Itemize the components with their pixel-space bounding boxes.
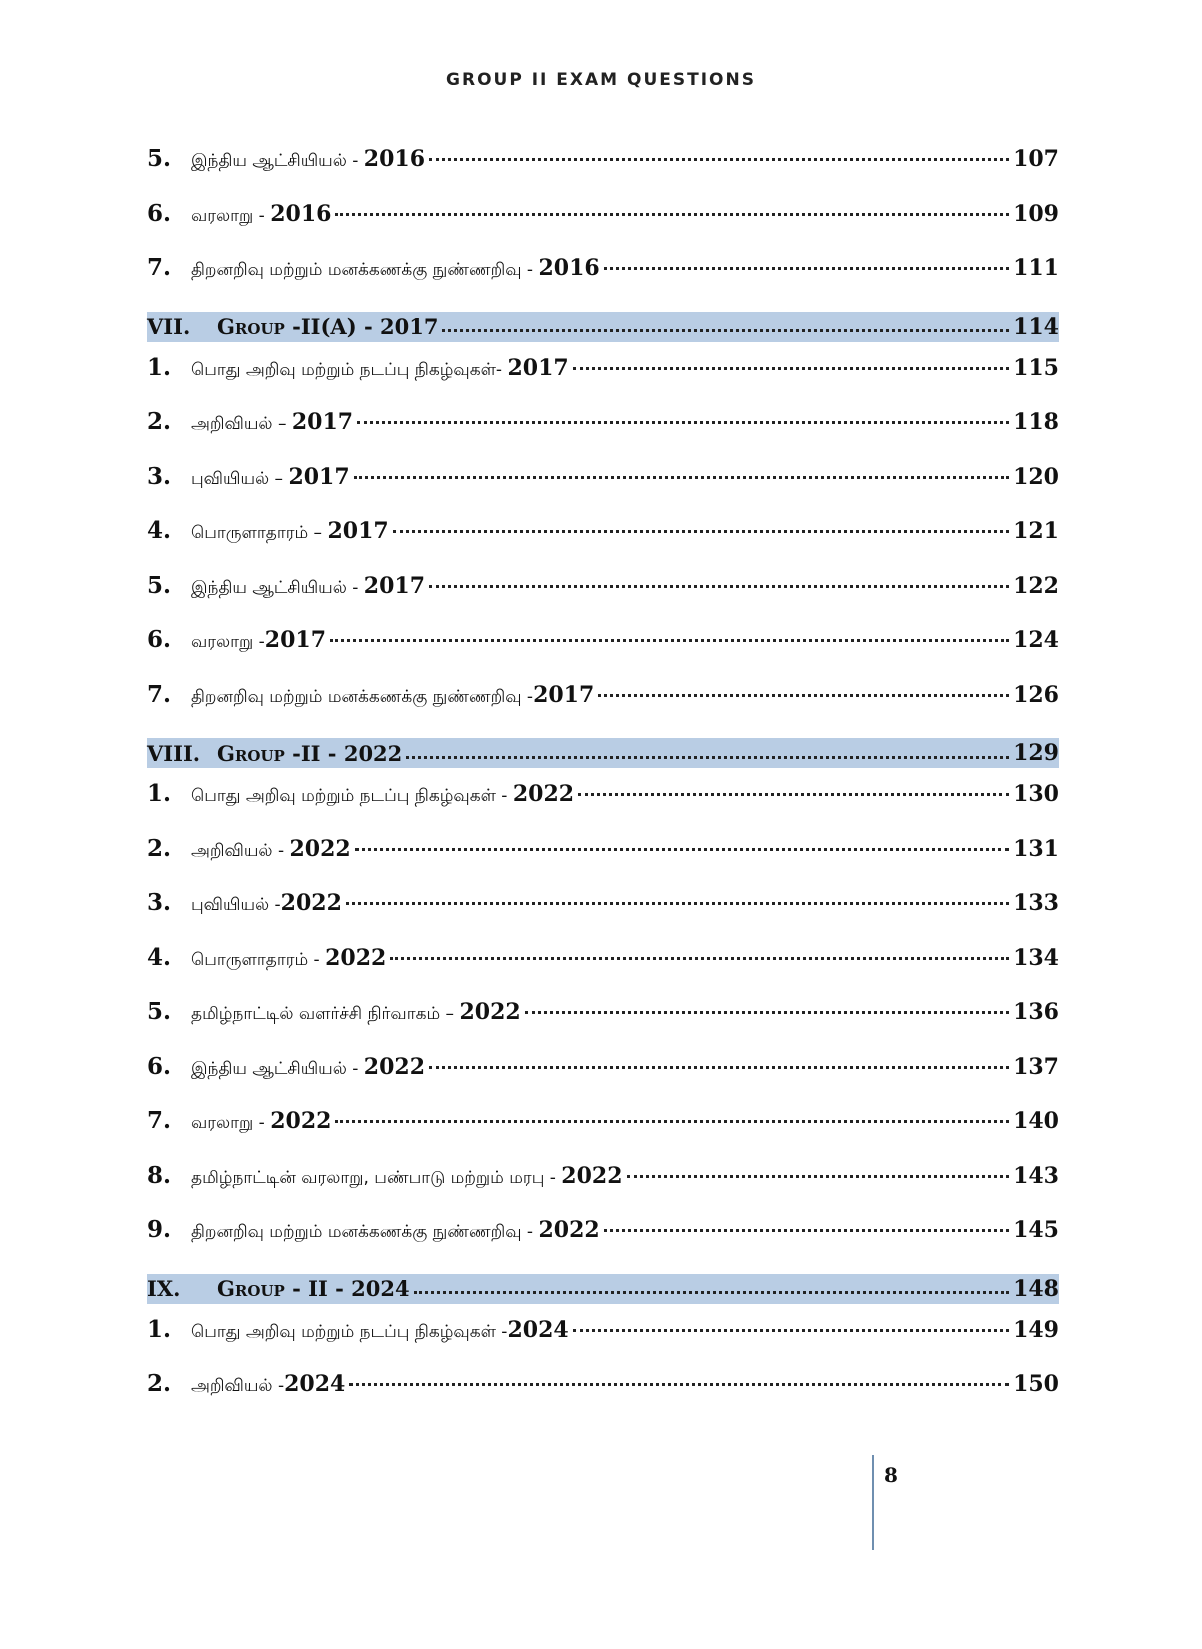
- dot-leader: [355, 848, 1009, 851]
- toc-entry-number: 6.: [147, 626, 172, 653]
- toc-entry-number: 9.: [147, 1216, 172, 1243]
- toc-entry-title: [191, 355, 569, 382]
- toc-entry-row[interactable]: [147, 1053, 1059, 1108]
- toc-entry-year: 2017: [288, 463, 350, 490]
- toc-entry-number: 5.: [147, 571, 172, 599]
- toc-entry-year: 2022: [280, 890, 342, 916]
- toc-entry-title: [191, 146, 425, 173]
- toc-entry-page: 148: [1013, 1275, 1059, 1302]
- dot-leader: [429, 158, 1009, 161]
- toc-entry-page: 114: [1013, 313, 1059, 340]
- toc-entry-year: 2017: [264, 627, 327, 653]
- toc-entry-number: VIII.: [147, 740, 201, 766]
- toc-entry-title: [191, 464, 350, 491]
- dot-leader: [393, 530, 1009, 533]
- dot-leader: [598, 694, 1009, 697]
- toc-entry-year: 2022: [363, 1053, 426, 1080]
- toc-entry-number: 6.: [147, 1052, 172, 1080]
- toc-entry-row[interactable]: [147, 517, 1059, 572]
- toc-entry-title-text: Group -II(A) - 2017: [217, 314, 439, 339]
- toc-entry-title-text: அறிவியல் –: [191, 414, 292, 434]
- toc-entry-page: 149: [1013, 1316, 1059, 1343]
- toc-entry-page: 145: [1013, 1217, 1059, 1243]
- toc-entry-number: 6.: [147, 199, 172, 227]
- toc-entry-number: 2.: [147, 1370, 172, 1397]
- toc-entry-number: 2.: [147, 834, 172, 862]
- table-of-contents: [147, 145, 1059, 1425]
- toc-entry-row[interactable]: [147, 998, 1059, 1053]
- toc-entry-page: 122: [1013, 572, 1059, 599]
- toc-entry-title-text: பொருளாதாரம் -: [191, 949, 326, 970]
- toc-entry-title-text: பொருளாதாரம் –: [191, 523, 328, 543]
- toc-entry-year: 2022: [512, 781, 575, 807]
- toc-entry-page: 109: [1013, 200, 1059, 227]
- toc-entry-number: VII.: [147, 314, 191, 339]
- toc-entry-title-text: வரலாறு -: [191, 632, 265, 652]
- dot-leader: [346, 902, 1009, 905]
- toc-entry-year: 2022: [561, 1162, 623, 1189]
- toc-entry-page: 115: [1013, 354, 1059, 381]
- toc-entry-title-text: அறிவியல் -: [191, 1376, 285, 1396]
- toc-entry-row[interactable]: [147, 254, 1059, 309]
- toc-entry-title: [191, 255, 600, 282]
- toc-entry-year: 2022: [270, 1108, 332, 1134]
- toc-entry-year: 2024: [507, 1316, 569, 1343]
- toc-entry-title-text: புவியியல் -: [191, 895, 281, 915]
- toc-entry-number: 8.: [147, 1161, 172, 1189]
- toc-entry-number: 5.: [147, 145, 172, 172]
- toc-entry-title-text: திறனறிவு மற்றும் மனக்கணக்கு நுண்ணறிவு -: [191, 1222, 539, 1242]
- toc-entry-row[interactable]: [147, 1316, 1059, 1371]
- toc-entry-title: [191, 409, 353, 436]
- toc-entry-page: 121: [1013, 518, 1059, 544]
- toc-entry-year: 2017: [363, 572, 426, 599]
- toc-entry-title: [191, 627, 326, 654]
- dot-leader: [330, 639, 1009, 642]
- toc-entry-page: 130: [1013, 781, 1059, 807]
- toc-entry-number: IX.: [147, 1276, 181, 1301]
- toc-entry-row[interactable]: [147, 1370, 1059, 1425]
- toc-entry-row[interactable]: [147, 1162, 1059, 1217]
- toc-section-row[interactable]: [147, 1274, 1059, 1304]
- dot-leader: [406, 756, 1009, 759]
- dot-leader: [390, 957, 1009, 960]
- toc-entry-page: 129: [1013, 740, 1059, 766]
- toc-entry-title-text: பொது அறிவு மற்றும் நடப்பு நிகழ்வுகள்-: [191, 359, 508, 380]
- toc-entry-title-text: புவியியல் –: [191, 468, 289, 489]
- toc-entry-row[interactable]: [147, 1216, 1059, 1271]
- toc-entry-year: 2017: [507, 354, 569, 381]
- toc-entry-page: 133: [1013, 890, 1059, 916]
- toc-entry-row[interactable]: [147, 944, 1059, 999]
- toc-entry-title: [191, 1317, 569, 1344]
- dot-leader: [429, 1066, 1009, 1069]
- toc-entry-year: 2017: [291, 409, 354, 435]
- toc-entry-title-text: பொது அறிவு மற்றும் நடப்பு நிகழ்வுகள் -: [191, 786, 513, 806]
- dot-leader: [357, 421, 1009, 424]
- toc-entry-page: 124: [1013, 627, 1059, 653]
- toc-entry-title: [217, 1276, 410, 1301]
- toc-entry-year: 2022: [538, 1217, 600, 1243]
- toc-entry-title-text: வரலாறு -: [191, 205, 271, 226]
- toc-entry-year: 2017: [533, 681, 595, 708]
- toc-entry-title: [191, 1217, 600, 1244]
- toc-entry-year: 2017: [327, 518, 389, 544]
- toc-entry-year: 2024: [284, 1371, 346, 1397]
- toc-entry-page: 131: [1013, 835, 1059, 862]
- toc-entry-title: [217, 741, 402, 766]
- toc-entry-number: 3.: [147, 889, 172, 916]
- toc-section-row[interactable]: [147, 312, 1059, 342]
- toc-entry-title: [191, 945, 386, 972]
- toc-entry-row[interactable]: [147, 835, 1059, 890]
- toc-entry-page: 134: [1013, 944, 1059, 971]
- toc-entry-title-text: Group -II - 2022: [217, 740, 403, 766]
- toc-entry-number: 4.: [147, 517, 172, 544]
- toc-entry-row[interactable]: [147, 1107, 1059, 1162]
- toc-entry-title-text: இந்திய ஆட்சியியல் -: [191, 151, 364, 171]
- toc-entry-number: 7.: [147, 680, 172, 708]
- toc-entry-row[interactable]: [147, 572, 1059, 627]
- toc-entry-page: 126: [1013, 681, 1059, 708]
- toc-entry-year: 2016: [538, 255, 600, 281]
- toc-entry-title-text: திறனறிவு மற்றும் மனக்கணக்கு நுண்ணறிவு -: [191, 260, 539, 280]
- page-number: 8: [884, 1463, 898, 1487]
- toc-entry-title: [191, 1054, 425, 1081]
- toc-entry-title-text: தமிழ்நாட்டின் வரலாறு, பண்பாடு மற்றும் மரபு -: [191, 1167, 562, 1188]
- toc-entry-title: [191, 836, 351, 863]
- dot-leader: [573, 1329, 1009, 1332]
- toc-entry-number: 3.: [147, 462, 172, 490]
- toc-entry-title: [191, 518, 389, 545]
- toc-entry-row[interactable]: [147, 408, 1059, 463]
- dot-leader: [627, 1175, 1010, 1178]
- toc-entry-title: [191, 781, 574, 808]
- toc-entry-page: 118: [1013, 409, 1059, 435]
- dot-leader: [573, 367, 1009, 370]
- toc-entry-number: 7.: [147, 254, 172, 281]
- toc-entry-page: 140: [1013, 1108, 1059, 1134]
- toc-entry-title: [191, 1371, 345, 1398]
- toc-entry-title-text: திறனறிவு மற்றும் மனக்கணக்கு நுண்ணறிவு -: [191, 686, 534, 707]
- dot-leader: [429, 585, 1009, 588]
- toc-entry-title-text: தமிழ்நாட்டில் வளர்ச்சி நிர்வாகம் –: [191, 1004, 460, 1024]
- dot-leader: [335, 1120, 1009, 1123]
- toc-entry-year: 2022: [289, 835, 351, 862]
- toc-entry-title-text: இந்திய ஆட்சியியல் -: [191, 1058, 364, 1079]
- toc-entry-row[interactable]: [147, 780, 1059, 835]
- page-header: GROUP II EXAM QUESTIONS: [446, 70, 756, 90]
- dot-leader: [442, 329, 1009, 332]
- toc-entry-page: 137: [1013, 1053, 1059, 1080]
- toc-entry-title: [217, 314, 438, 339]
- toc-entry-title-text: அறிவியல் -: [191, 840, 290, 861]
- toc-entry-number: 1.: [147, 353, 172, 381]
- toc-entry-number: 2.: [147, 408, 172, 435]
- toc-entry-number: 1.: [147, 1315, 172, 1343]
- toc-entry-row[interactable]: [147, 626, 1059, 681]
- toc-entry-number: 7.: [147, 1107, 172, 1134]
- toc-entry-number: 4.: [147, 943, 172, 971]
- dot-leader: [578, 793, 1009, 796]
- toc-entry-year: 2016: [270, 200, 332, 227]
- toc-entry-title: [191, 1163, 623, 1190]
- toc-entry-title-text: இந்திய ஆட்சியியல் -: [191, 577, 364, 598]
- toc-entry-row[interactable]: [147, 889, 1059, 944]
- toc-entry-number: 5.: [147, 998, 172, 1025]
- footer-divider: [872, 1455, 874, 1550]
- toc-entry-row[interactable]: [147, 354, 1059, 409]
- toc-entry-title-text: வரலாறு -: [191, 1113, 271, 1133]
- toc-entry-row[interactable]: [147, 145, 1059, 200]
- toc-entry-year: 2022: [325, 944, 387, 971]
- toc-entry-page: 120: [1013, 463, 1059, 490]
- toc-entry-title-text: பொது அறிவு மற்றும் நடப்பு நிகழ்வுகள் -: [191, 1321, 508, 1342]
- dot-leader: [604, 1229, 1009, 1232]
- toc-entry-year: 2016: [363, 146, 426, 172]
- toc-entry-title: [191, 999, 521, 1026]
- toc-entry-number: 1.: [147, 780, 172, 807]
- toc-entry-title: [191, 682, 594, 709]
- dot-leader: [525, 1011, 1009, 1014]
- dot-leader: [354, 476, 1009, 479]
- toc-entry-page: 136: [1013, 999, 1059, 1025]
- toc-entry-page: 107: [1013, 146, 1059, 172]
- toc-entry-row[interactable]: [147, 681, 1059, 736]
- dot-leader: [604, 267, 1009, 270]
- toc-entry-title: [191, 1108, 331, 1135]
- toc-entry-page: 143: [1013, 1162, 1059, 1189]
- dot-leader: [335, 213, 1009, 216]
- toc-entry-title-text: Group - II - 2024: [217, 1276, 410, 1301]
- toc-section-row[interactable]: [147, 738, 1059, 768]
- dot-leader: [349, 1383, 1009, 1386]
- toc-entry-title: [191, 573, 425, 600]
- toc-entry-row[interactable]: [147, 200, 1059, 255]
- toc-entry-title: [191, 890, 342, 917]
- toc-entry-page: 111: [1013, 255, 1059, 281]
- toc-entry-row[interactable]: [147, 463, 1059, 518]
- toc-entry-page: 150: [1013, 1371, 1059, 1397]
- toc-entry-title: [191, 201, 331, 228]
- dot-leader: [414, 1291, 1009, 1294]
- toc-entry-year: 2022: [459, 999, 521, 1025]
